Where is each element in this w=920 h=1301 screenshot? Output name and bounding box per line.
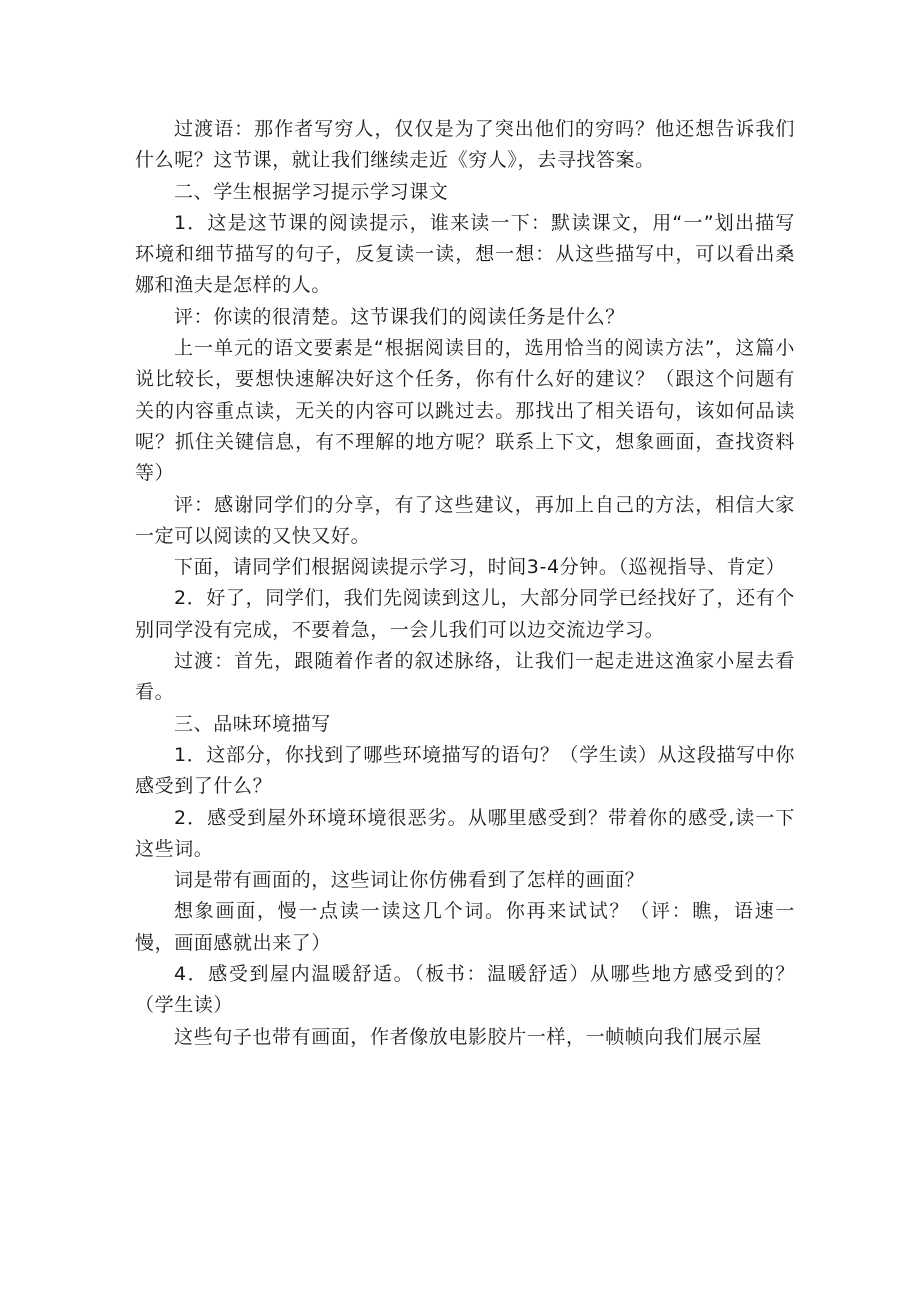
paragraph-film-analogy: 这些句子也带有画面，作者像放电影胶片一样，一帧帧向我们展示屋	[174, 1025, 763, 1048]
paragraph-transition-intro: 过渡语：那作者写穷人，仅仅是为了突出他们的穷吗？他还想告诉我们什么呢？这节课，就让我们继续走近《穷人》，去寻找答案。	[135, 118, 795, 172]
paragraph-env-step-4: 4．感受到屋内温暖舒适。（板书：温暖舒适）从哪些地方感受到的？（学生读）	[135, 963, 795, 1017]
paragraph-comment-1: 评：你读的很清楚。这节课我们的阅读任务是什么？	[174, 305, 625, 328]
paragraph-reading-method: 上一单元的语文要素是“根据阅读目的，选用恰当的阅读方法”，这篇小说比较长，要想快速解决好这个任务，你有什么好的建议？（跟这个问题有关的内容重点读，无关的内容可以跳过去。那找出了相关语句，该如何品读呢？抓住关键信息，有不理解的地方呢？联系上下文，想象画面，查找资料等）	[135, 337, 795, 485]
section-heading-3: 三、品味环境描写	[174, 712, 331, 735]
document-page	[135, 114, 795, 1053]
paragraph-reading-prompt: 1．这是这节课的阅读提示，谁来读一下：默读课文，用“一”划出描写环境和细节描写的句子，反复读一读，想一想：从这些描写中，可以看出桑娜和渔夫是怎样的人。	[135, 211, 795, 297]
paragraph-comment-2: 评：感谢同学们的分享，有了这些建议，再加上自己的方法，相信大家一定可以阅读的又快又好。	[135, 493, 795, 547]
paragraph-study-time: 下面，请同学们根据阅读提示学习，时间3-4分钟。（巡视指导、肯定）	[174, 556, 786, 579]
paragraph-words-imagery: 词是带有画面的，这些词让你仿佛看到了怎样的画面？	[174, 869, 645, 892]
paragraph-env-step-1: 1．这部分，你找到了哪些环境描写的语句？（学生读）从这段描写中你感受到了什么？	[135, 743, 795, 798]
paragraph-step-2: 2．好了，同学们，我们先阅读到这儿，大部分同学已经找好了，还有个别同学没有完成，不要着急，一会儿我们可以边交流边学习。	[135, 587, 795, 641]
paragraph-imagine-read: 想象画面，慢一点读一读这几个词。你再来试试？（评：瞧，语速一慢，画面感就出来了）	[135, 900, 795, 954]
paragraph-transition-2: 过渡：首先，跟随着作者的叙述脉络，让我们一起走进这渔家小屋去看看。	[135, 650, 795, 704]
paragraph-env-step-2: 2．感受到屋外环境环境很恶劣。从哪里感受到？带着你的感受,读一下这些词。	[135, 806, 795, 860]
section-heading-2: 二、学生根据学习提示学习课文	[174, 180, 449, 203]
